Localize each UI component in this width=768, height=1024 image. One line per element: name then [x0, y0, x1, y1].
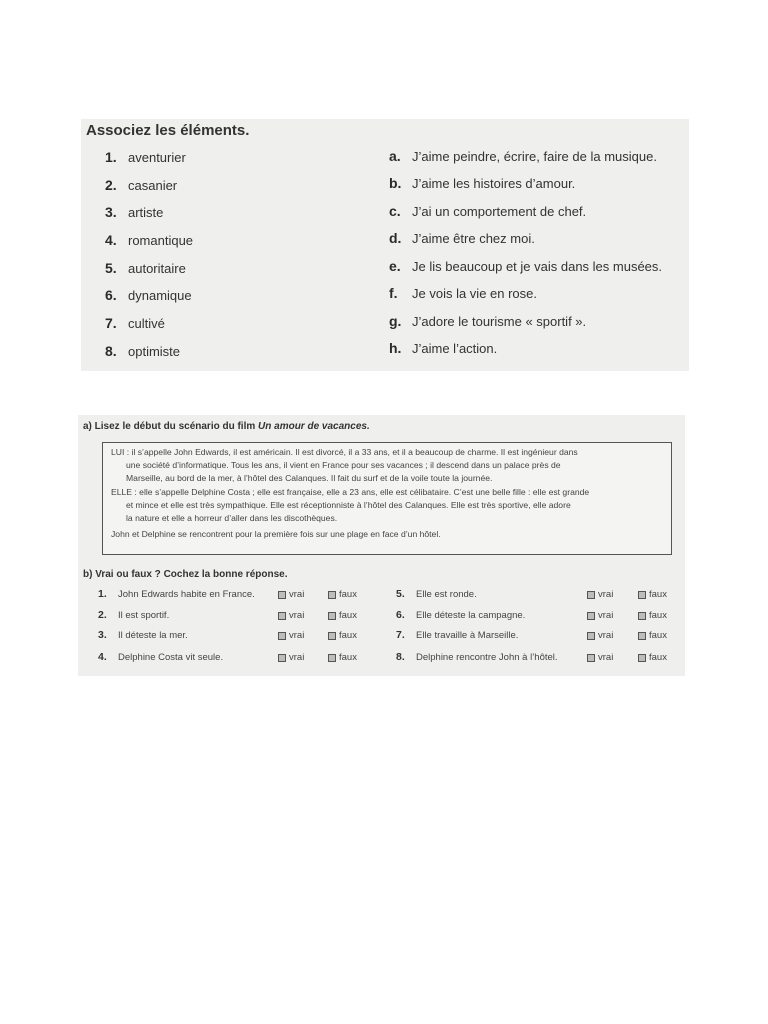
exercise-title: Associez les éléments. [86, 122, 250, 139]
vrai-checkbox[interactable] [587, 654, 595, 662]
faux-label: faux [649, 652, 667, 663]
faux-label: faux [649, 630, 667, 641]
vrai-checkbox[interactable] [587, 632, 595, 640]
vrai-label: vrai [598, 630, 614, 641]
vrai-checkbox[interactable] [278, 654, 286, 662]
scenario-line: une société d’informatique. Tous les ans, il vient en France pour ses vacances ; il descend dans un palace près de [126, 460, 561, 470]
item-letter: c. [389, 203, 401, 219]
part-a-heading [83, 421, 370, 432]
item-letter: a. [389, 148, 401, 164]
item-letter: b. [389, 175, 402, 191]
statement-number: 1. [98, 588, 107, 600]
statement-number: 7. [396, 629, 405, 641]
scenario-text-box [102, 442, 672, 555]
statement-number: 4. [98, 651, 107, 663]
item-sentence: J’adore le tourisme « sportif ». [412, 314, 587, 329]
part-b-heading: b) Vrai ou faux ? Cochez la bonne réponse. [83, 569, 288, 580]
statement-text: Delphine Costa vit seule. [118, 652, 224, 663]
item-number: 8. [105, 343, 117, 359]
statement-text: Elle travaille à Marseille. [416, 630, 519, 641]
item-number: 6. [105, 287, 117, 303]
vrai-checkbox[interactable] [587, 591, 595, 599]
item-label: artiste [128, 205, 164, 220]
statement-row [396, 588, 681, 602]
vrai-checkbox[interactable] [278, 612, 286, 620]
faux-checkbox[interactable] [638, 632, 646, 640]
part-a-label: a) Lisez le début du scénario du film [83, 421, 259, 432]
vrai-label: vrai [289, 610, 305, 621]
item-sentence: J’aime peindre, écrire, faire de la musique. [412, 149, 657, 164]
vrai-label: vrai [598, 652, 614, 663]
item-sentence: J’aime être chez moi. [412, 231, 535, 246]
statement-row [98, 651, 373, 665]
faux-checkbox[interactable] [638, 591, 646, 599]
vrai-label: vrai [289, 589, 305, 600]
scenario-line: ELLE : elle s’appelle Delphine Costa ; elle est française, elle a 23 ans, elle est célibataire. C’est une belle fille : elle est grande [111, 487, 590, 497]
statement-row [98, 629, 373, 643]
item-sentence: Je vois la vie en rose. [412, 286, 538, 301]
vrai-checkbox[interactable] [587, 612, 595, 620]
faux-checkbox[interactable] [638, 654, 646, 662]
statement-number: 3. [98, 629, 107, 641]
exercise-vrai-ou-faux [78, 415, 685, 676]
statement-number: 8. [396, 651, 405, 663]
statement-number: 2. [98, 609, 107, 621]
item-label: cultivé [128, 316, 165, 331]
item-number: 4. [105, 232, 117, 248]
item-letter: e. [389, 258, 401, 274]
statement-text: John Edwards habite en France. [118, 589, 255, 600]
vrai-label: vrai [289, 652, 305, 663]
item-label: romantique [128, 233, 194, 248]
faux-label: faux [649, 610, 667, 621]
item-sentence: J’ai un comportement de chef. [412, 204, 587, 219]
item-label: casanier [128, 178, 178, 193]
faux-checkbox[interactable] [328, 654, 336, 662]
scenario-line: John et Delphine se rencontrent pour la première fois sur une plage en face d’un hôtel. [111, 529, 441, 539]
statement-number: 6. [396, 609, 405, 621]
statement-text: Il déteste la mer. [118, 630, 188, 641]
statement-row [98, 588, 373, 602]
statement-text: Il est sportif. [118, 610, 170, 621]
statement-text: Delphine rencontre John à l’hôtel. [416, 652, 558, 663]
item-label: autoritaire [128, 261, 186, 276]
film-title: Un amour de vacances. [258, 421, 370, 432]
statement-row [98, 609, 373, 623]
item-letter: h. [389, 340, 402, 356]
faux-label: faux [339, 610, 357, 621]
statement-number: 5. [396, 588, 405, 600]
item-number: 2. [105, 177, 117, 193]
item-label: optimiste [128, 344, 181, 359]
scenario-line: LUI : il s’appelle John Edwards, il est américain. Il est divorcé, il a 33 ans, et il a beaucoup de charme. Il est ingénieur dans [111, 447, 578, 457]
faux-checkbox[interactable] [328, 591, 336, 599]
statement-text: Elle déteste la campagne. [416, 610, 526, 621]
item-label: aventurier [128, 150, 186, 165]
item-sentence: Je lis beaucoup et je vais dans les musées. [412, 259, 663, 274]
item-letter: f. [389, 285, 398, 301]
scenario-line: Marseille, au bord de la mer, à l’hôtel des Calanques. Il fait du surf et de la voile toute la journée. [126, 473, 493, 483]
vrai-checkbox[interactable] [278, 591, 286, 599]
item-number: 1. [105, 149, 117, 165]
statement-row [396, 609, 681, 623]
scenario-line: la nature et elle a horreur d’aller dans les discothèques. [126, 513, 338, 523]
vrai-label: vrai [598, 610, 614, 621]
item-number: 3. [105, 204, 117, 220]
faux-label: faux [339, 630, 357, 641]
faux-checkbox[interactable] [638, 612, 646, 620]
item-sentence: J’aime les histoires d’amour. [412, 176, 576, 191]
item-number: 5. [105, 260, 117, 276]
faux-checkbox[interactable] [328, 612, 336, 620]
faux-checkbox[interactable] [328, 632, 336, 640]
statement-row [396, 651, 681, 665]
faux-label: faux [339, 589, 357, 600]
item-sentence: J’aime l’action. [412, 341, 498, 356]
vrai-checkbox[interactable] [278, 632, 286, 640]
vrai-label: vrai [598, 589, 614, 600]
scenario-line: et mince et elle est très sympathique. Elle est réceptionniste à l’hôtel des Calanques. Elle est très sportive, elle adore [126, 500, 571, 510]
statement-row [396, 629, 681, 643]
exercise-associez [81, 119, 689, 371]
vrai-label: vrai [289, 630, 305, 641]
item-number: 7. [105, 315, 117, 331]
item-letter: d. [389, 230, 402, 246]
statement-text: Elle est ronde. [416, 589, 477, 600]
item-letter: g. [389, 313, 402, 329]
faux-label: faux [649, 589, 667, 600]
item-label: dynamique [128, 288, 192, 303]
faux-label: faux [339, 652, 357, 663]
